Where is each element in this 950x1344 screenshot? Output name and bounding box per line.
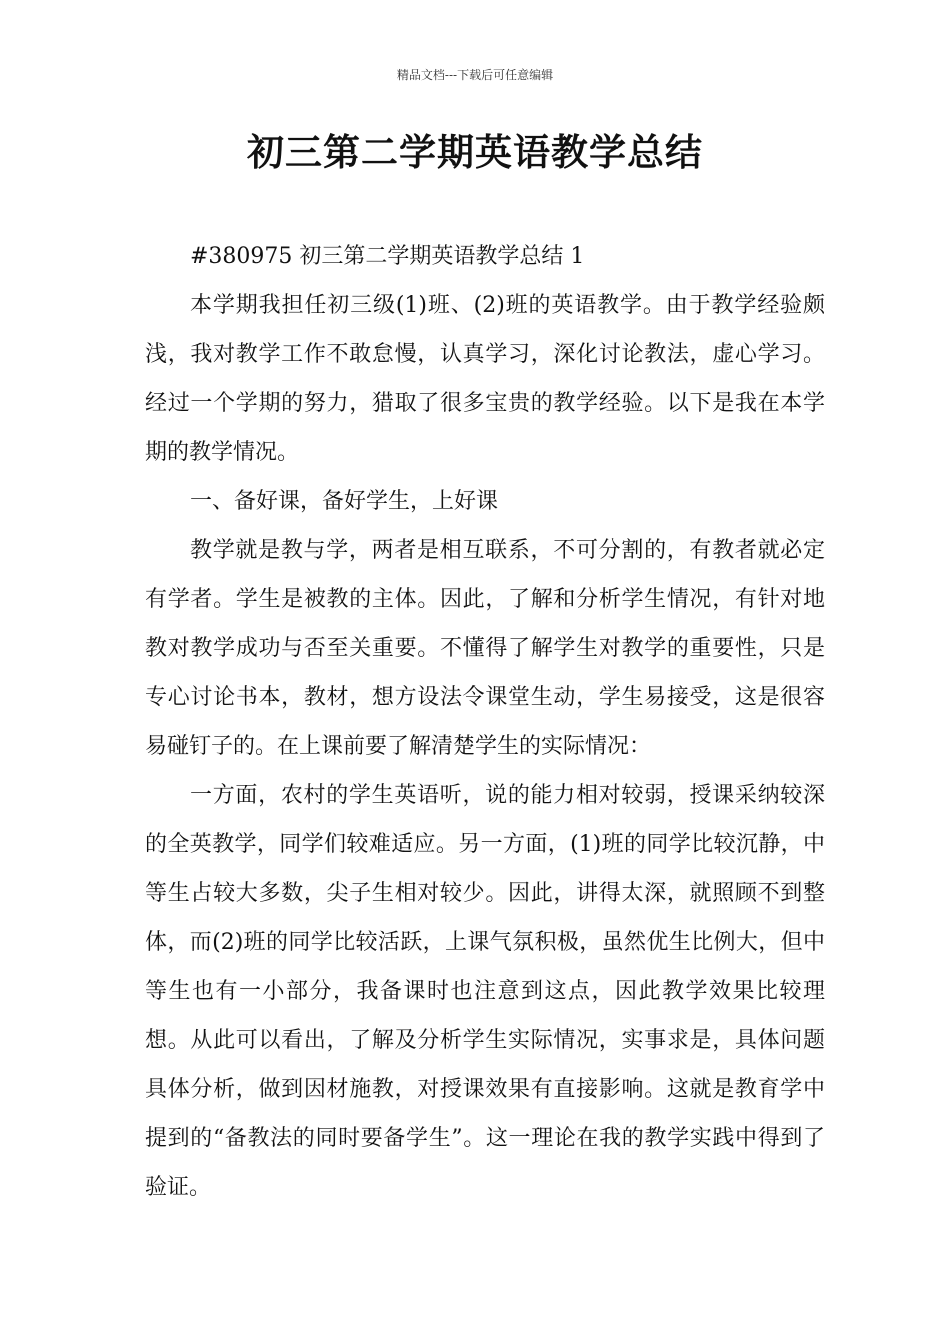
- section-heading-1: 一、备好课，备好学生，上好课: [190, 489, 499, 514]
- document-body: [145, 232, 825, 1212]
- paragraph-classes: 一方面，农村的学生英语听，说的能力相对较弱，授课采纳较深的全英教学，同学们较难适应。另一方面，(1)班的同学比较沉静，中等生占较大多数，尖子生相对较少。因此，讲得太深，就照顾不到整体，而(2)班的同学比较活跃，上课气氛积极，虽然优生比例大，但中等生也有一小部分，我备课时也注意到这点，因此教学效果比较理想。从此可以看出，了解及分析学生实际情况，实事求是，具体问题具体分析，做到因材施教，对授课效果有直接影响。这就是教育学中提到的“备教法的同时要备学生”。这一理论在我的教学实践中得到了验证。: [145, 783, 825, 1200]
- paragraph-intro: 本学期我担任初三级(1)班、(2)班的英语教学。由于教学经验颇浅，我对教学工作不敢怠慢，认真学习，深化讨论教法，虚心学习。经过一个学期的努力，猎取了很多宝贵的教学经验。以下是我在本学期的教学情况。: [145, 293, 825, 465]
- paragraph-teaching: 教学就是教与学，两者是相互联系，不可分割的，有教者就必定有学者。学生是被教的主体。因此，了解和分析学生情况，有针对地教对教学成功与否至关重要。不懂得了解学生对教学的重要性，只是专心讨论书本，教材，想方设法令课堂生动，学生易接受，这是很容易碰钉子的。在上课前要了解清楚学生的实际情况：: [145, 538, 825, 759]
- paragraph-doc-id: #380975 初三第二学期英语教学总结 1: [190, 244, 585, 269]
- document-title: 初三第二学期英语教学总结: [247, 130, 703, 174]
- header-note: 精品文档---下载后可任意编辑: [396, 68, 554, 82]
